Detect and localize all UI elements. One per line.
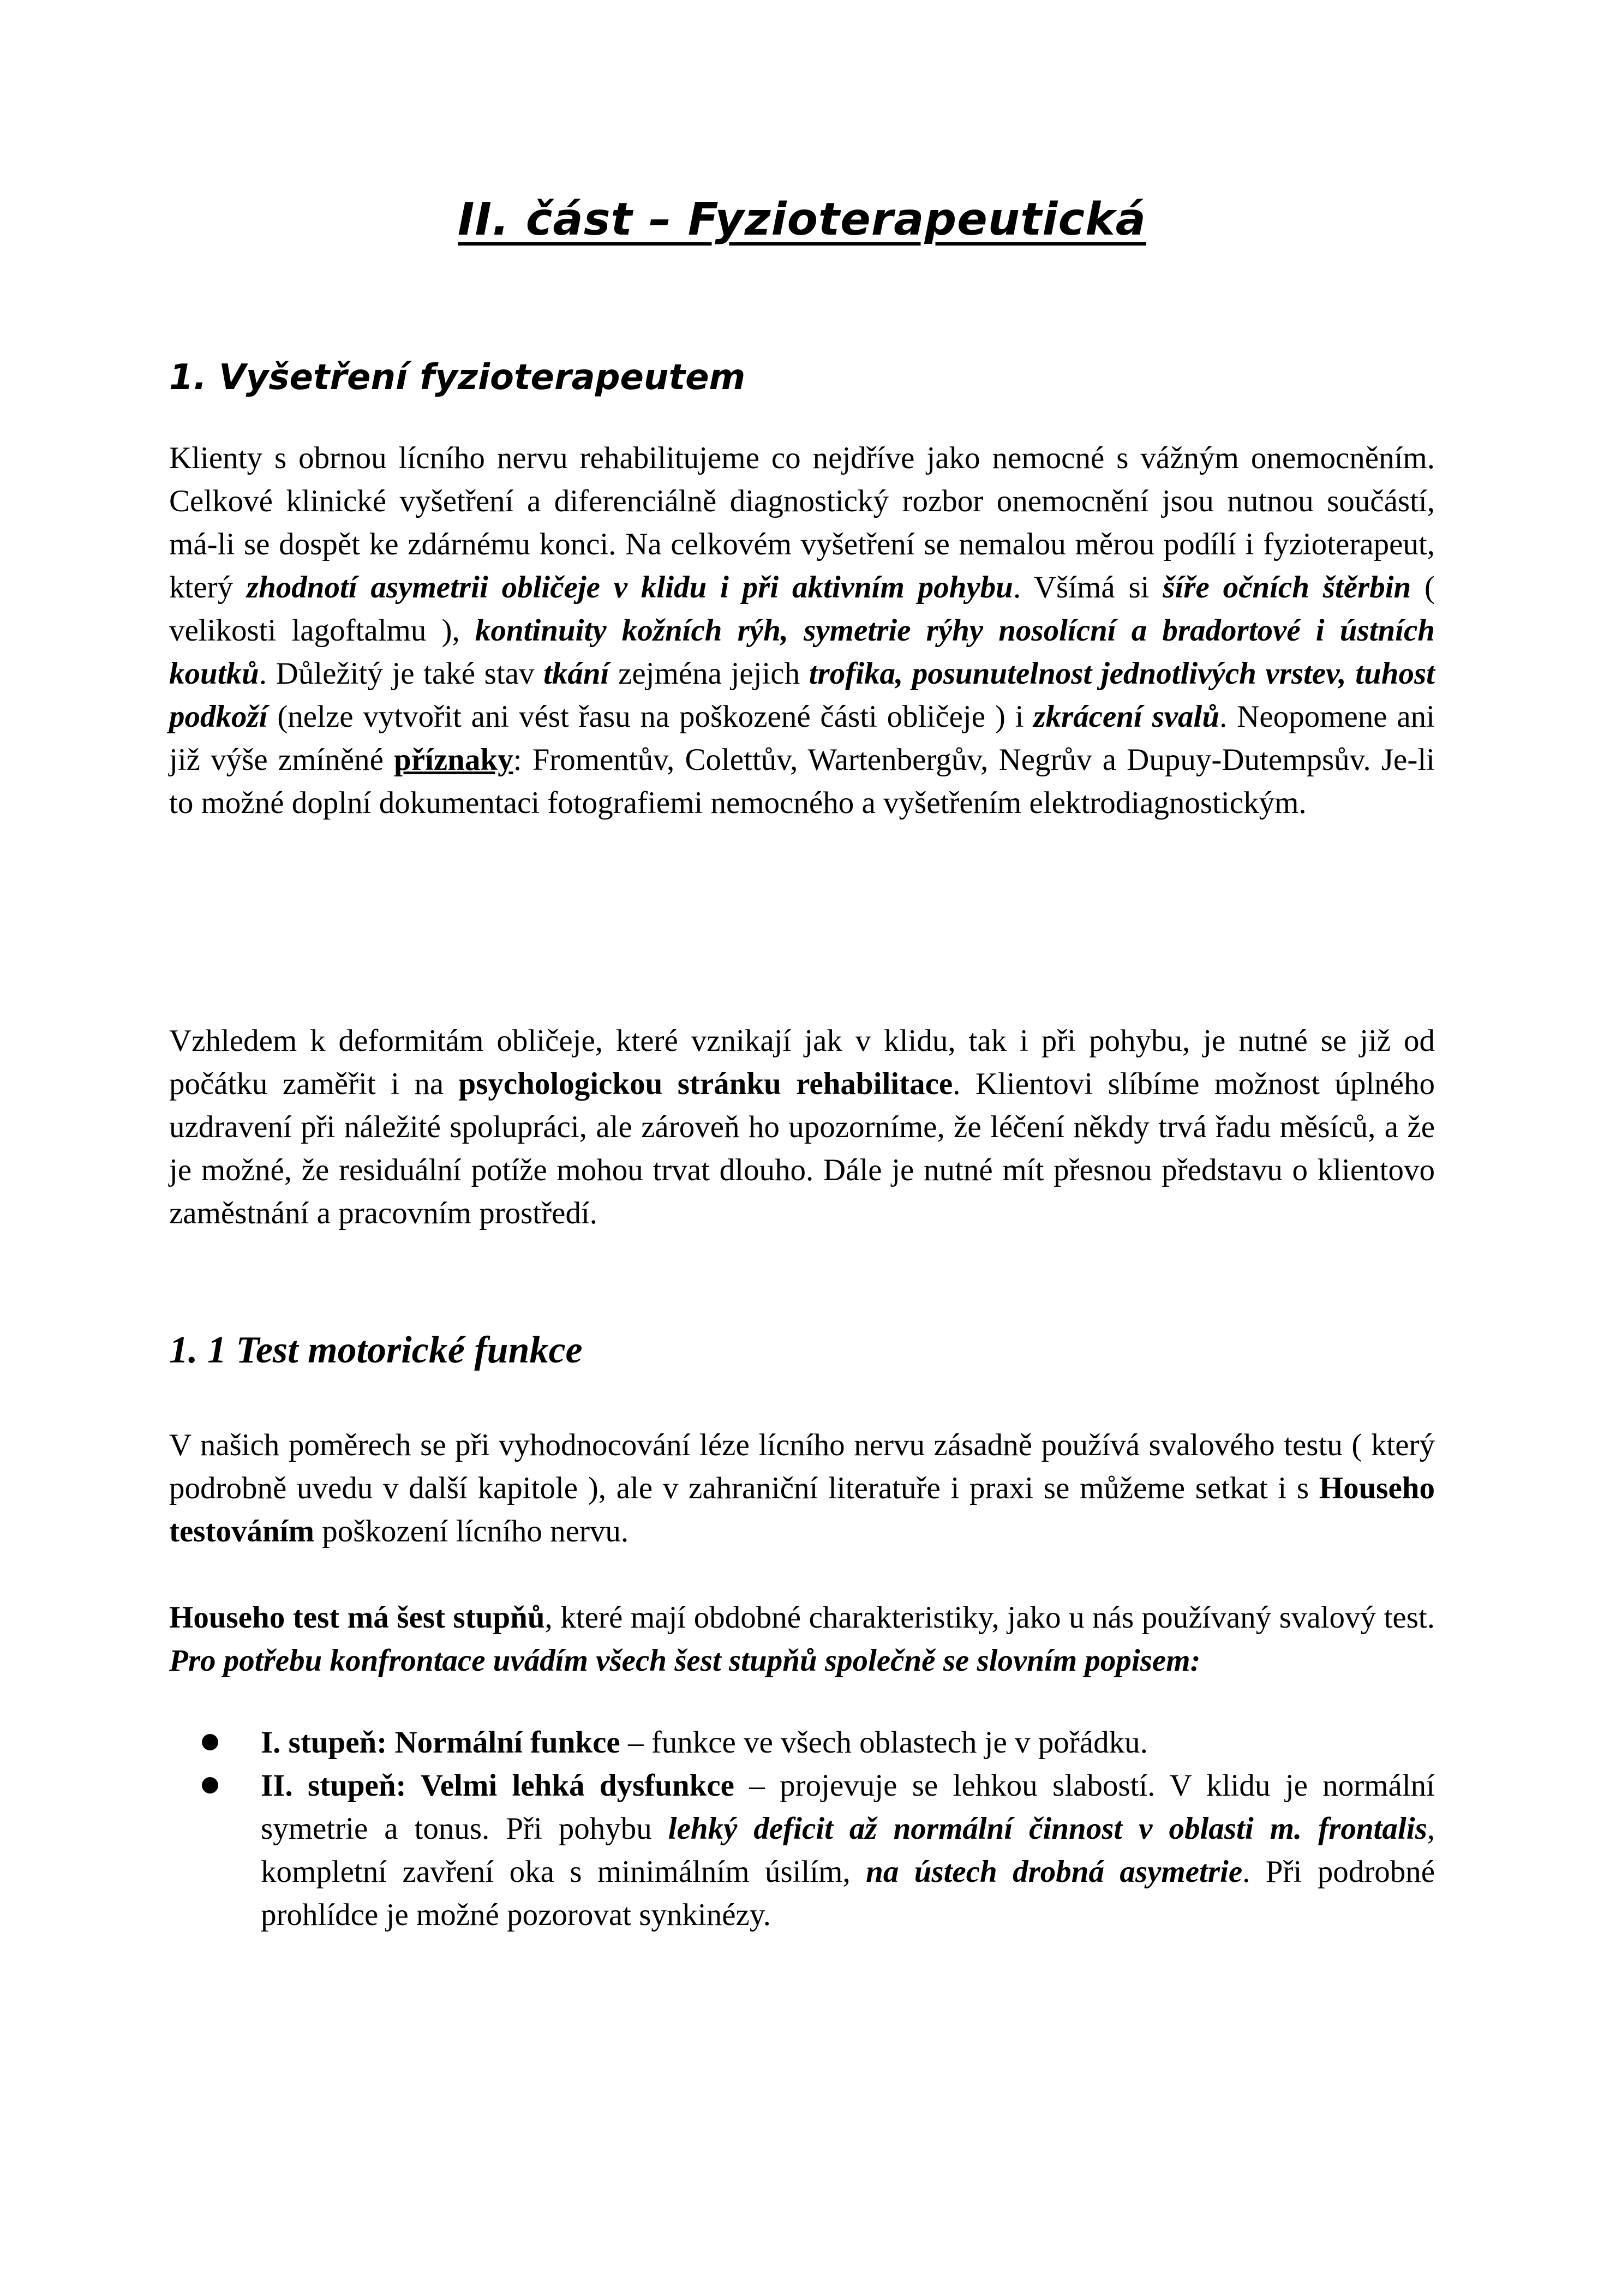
grade-label: I. stupeň: Normální funkce	[261, 1725, 620, 1760]
emphasis-trophic: trofika, posunutelnost jednotlivých vrstev, tuhost podkoží	[169, 656, 1435, 734]
list-item: I. stupeň: Normální funkce – funkce ve všech oblastech je v pořádku.	[169, 1721, 1435, 1764]
bullet-icon	[202, 1777, 218, 1793]
section-heading-vysetreni: 1. Vyšetření fyzioterapeutem	[169, 357, 746, 398]
paragraph-house-testing: V našich poměrech se při vyhodnocování léze lícního nervu zásadně používá svalového testu ( který podrobně uvedu v další kapitole ), ale v zahraniční literatuře i praxi se můžeme setkat i s Househo testováním poškození lícního nervu.	[169, 1428, 1435, 1548]
emphasis-tissues: tkání	[543, 656, 609, 691]
grade-label: II. stupeň: Velmi lehká dysfunkce	[261, 1768, 734, 1803]
emphasis-eye-slits: šíře očních štěrbin	[1163, 570, 1411, 605]
emphasis-psychology: psychologickou stránku rehabilitace	[458, 1067, 953, 1101]
emphasis-mouth-asymmetry: na ústech drobná asymetrie	[866, 1855, 1243, 1889]
emphasis-skin-folds: kontinuity kožních rýh, symetrie rýhy nosolícní a bradortové i ústních koutků	[169, 613, 1435, 691]
emphasis-muscle-shortening: zkrácení svalů	[1033, 699, 1220, 734]
grade-list	[169, 1721, 1435, 1936]
bullet-icon	[202, 1734, 218, 1750]
emphasis-confrontation: Pro potřebu konfrontace uvádím všech šest stupňů společně se slovním popisem:	[169, 1643, 1201, 1678]
emphasis-asymmetry: zhodnotí asymetrii obličeje v klidu i při aktivním pohybu	[246, 570, 1013, 605]
list-item: II. stupeň: Velmi lehká dysfunkce – projevuje se lehkou slabostí. V klidu je normální symetrie a tonus. Při pohybu lehký deficit až normální činnost v oblasti m. frontalis, kompletní zavření oka s minimálním úsilím, na ústech drobná asymetrie. Při podrobné prohlídce je možné pozorovat synkinézy.	[169, 1764, 1435, 1936]
subsection-heading-motor-test: 1. 1 Test motorické funkce	[169, 1329, 583, 1371]
paragraph-examination: Klienty s obrnou lícního nervu rehabilitujeme co nejdříve jako nemocné s vážným onemocněním. Celkové klinické vyšetření a diferenciálně diagnostický rozbor onemocnění jsou nutnou součástí, má-li se dospět ke zdárnému konci. Na celkovém vyšetření se nemalou měrou podílí i fyzioterapeut, který zhodnotí asymetrii obličeje v klidu i při aktivním pohybu. Všímá si šíře očních štěrbin ( velikosti lagoftalmu ), kontinuity kožních rýh, symetrie rýhy nosolícní a bradortové i ústních koutků. Důležitý je také stav tkání zejména jejich trofika, posunutelnost jednotlivých vrstev, tuhost podkoží (nelze vytvořit ani vést řasu na poškozené části obličeje ) i zkrácení svalů. Neopomene ani již výše zmíněné příznaky: Fromentův, Colettův, Wartenbergův, Negrův a Dupuy-Dutempsův. Je-li to možné doplní dokumentaci fotografiemi nemocného a vyšetřením elektrodiagnostickým.	[169, 441, 1435, 820]
part-title: II. část – Fyzioterapeutická	[458, 194, 1146, 246]
emphasis-frontalis: lehký deficit až normální činnost v oblasti m. frontalis	[668, 1811, 1427, 1846]
paragraph-house-grades: Househo test má šest stupňů, které mají obdobné charakteristiky, jako u nás používaný svalový test. Pro potřebu konfrontace uvádím všech šest stupňů společně se slovním popisem:	[169, 1600, 1435, 1678]
paragraph-psychology: Vzhledem k deformitám obličeje, které vznikají jak v klidu, tak i při pohybu, je nutné se již od počátku zaměřit i na psychologickou stránku rehabilitace. Klientovi slíbíme možnost úplného uzdravení při náležité spolupráci, ale zároveň ho upozorníme, že léčení někdy trvá řadu měsíců, a že je možné, že residuální potíže mohou trvat dlouho. Dále je nutné mít přesnou představu o klientovo zaměstnání a pracovním prostředí.	[169, 1024, 1435, 1230]
emphasis-six-grades: Househo test má šest stupňů	[169, 1600, 545, 1635]
emphasis-house-testing: Househo testováním	[169, 1471, 1435, 1548]
emphasis-signs: příznaky	[394, 743, 513, 777]
